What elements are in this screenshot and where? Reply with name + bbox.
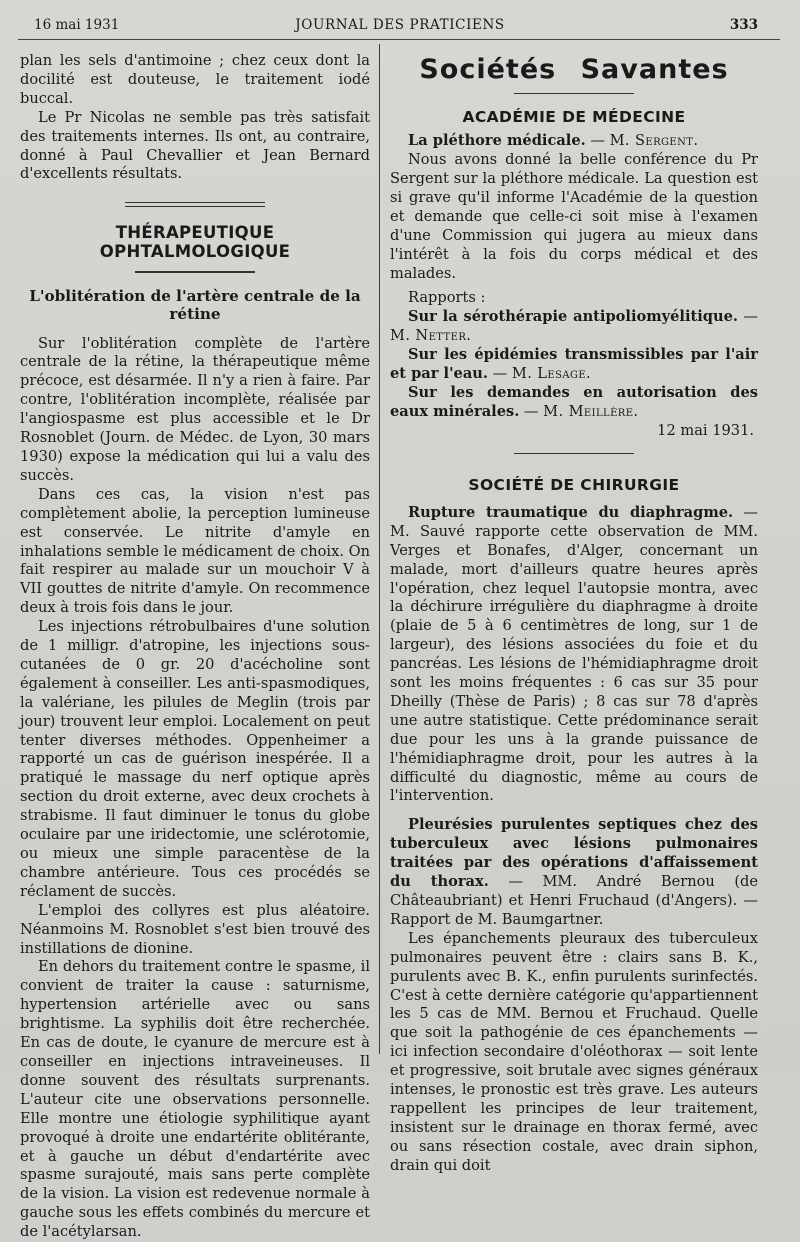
academie-title: ACADÉMIE DE MÉDECINE bbox=[462, 108, 686, 127]
chirurgie-item-2-title: Pleurésies purulentes septiques chez des tuberculeux avec lésions pulmonaires traitées par des opérations d'affaissement du thorax. bbox=[390, 816, 758, 891]
chirurgie-item-2-authors: MM. André Bernou (de Châteaubriant) et Henri Fruchaud (d'Angers). — Rapport de M. Baumgartner. bbox=[390, 873, 758, 928]
academie-date: 12 mai 1931. bbox=[657, 421, 754, 439]
page-header bbox=[0, 17, 800, 39]
chirurgie-item-2: Pleurésies purulentes septiques chez des tuberculeux avec lésions pulmonaires traitées par des opérations d'affaissement du thorax. — MM. André Bernou (de Châteaubriant) et Henri Fruchaud (d'Angers). — Rapport de M. Baumgartner. bbox=[390, 816, 758, 928]
right-column bbox=[390, 52, 758, 1176]
section-separator bbox=[125, 202, 265, 207]
societes-rule bbox=[514, 93, 634, 94]
rapport-2-author: M. Lesage. bbox=[511, 365, 592, 383]
rapport-2: Sur les épidémies transmissibles par l'air et par l'eau. — M. Lesage. bbox=[390, 346, 758, 383]
academie-item-1-author: M. Sergent. bbox=[609, 132, 699, 150]
societes-title: Sociétés Savantes bbox=[419, 54, 729, 85]
chirurgie-item-1: Rupture traumatique du diaphragme. — M. Sauvé rapporte cette observation de MM. Verges et Bonafes, d'Alger, concernant un malade, mort d'ailleurs quatre heures après l'opération, chez lequel l'autopsie montra, avec la déchirure irrégulière du diaphragme à droite (plaie de 5 à 6 centimètres de long, sur 1 de largeur), des lésions associées du foie et du pancréas. Les lésions de l'hémidiaphragme droit sont les moins fréquentes : 6 cas sur 35 pour Dheilly (Thèse de Paris) ; 8 cas sur 78 d'après une autre statistique. Cette prédominance serait due pour les uns à la grande puissance de l'hémidiaphragme droit, pour les autres à la difficulté du diagnostic, même au cours de l'intervention. bbox=[390, 503, 759, 805]
rapport-1: Sur la sérothérapie antipoliomyélitique. — M. Netter. bbox=[390, 308, 758, 345]
academie-item-1-heading: La pléthore médicale. — M. Sergent. bbox=[408, 132, 699, 150]
rapport-1-title: Sur la sérothérapie antipoliomyélitique. bbox=[408, 308, 738, 326]
rapport-3: Sur les demandes en autorisation des eaux minérales. — M. Meillère. bbox=[390, 383, 758, 420]
chirurgie-item-1-text: M. Sauvé rapporte cette observation de MM. Verges et Bonafes, d'Alger, concernant un malade, mort d'ailleurs quatre heures après l'opération, chez lequel l'autopsie montra, avec la déchirure irrégulière du diaphragme à droite (plaie de 5 à 6 centimètres de long, sur 1 de largeur), des lésions associées du foie et du pancréas. Les lésions de l'hémidiaphragme droit sont les moins fréquentes : 6 cas sur 35 pour Dheilly (Thèse de Paris) ; 8 cas sur 78 d'après une autre statistique. Cette prédominance serait due pour les uns à la grande puissance de l'hémidiaphragme droit, pour les autres à la difficulté du diagnostic, même au cours de l'intervention. bbox=[390, 522, 758, 805]
academie-rule bbox=[514, 453, 634, 454]
rapports-label: Rapports : bbox=[408, 289, 486, 307]
left-column bbox=[20, 52, 370, 1242]
article-title: L'oblitération de l'artère centrale de la rétine bbox=[29, 286, 361, 323]
column-divider bbox=[379, 44, 380, 1054]
chirurgie-item-1-title: Rupture traumatique du diaphragme. bbox=[408, 503, 734, 521]
page-number: 333 bbox=[729, 17, 758, 33]
article-paragraph-3: Les injections rétrobulbaires d'une solution de 1 milligr. d'atropine, les injections sous-cutanées de 0 gr. 20 d'acécholine sont également à conseiller. Les anti-spasmodiques, la valériane, les pilules de Meglin (trois par jour) trouvent leur emploi. Localement on peut tenter diverses méthodes. Oppenheimer a rapporté un cas de guérison inespérée. Il a pratiqué le massage du nerf optique après section du droit externe, avec deux crochets à strabisme. Il faut diminuer le tonus du globe oculaire par une iridectomie, une sclérotomie, ou mieux une simple paracentèse de la chambre antérieure. Tous ces procédés se réclament de succès. bbox=[20, 618, 370, 900]
header-rule bbox=[18, 39, 780, 40]
rapport-2-title: Sur les épidémies transmissibles par l'air et par l'eau. bbox=[390, 346, 758, 383]
academie-item-1-text: Nous avons donné la belle conférence du Pr Sergent sur la pléthore médicale. La question est si grave qu'il informe l'Académie de la question et demande que celle-ci soit mise à l'examen d'une Commission qui jugera au mieux dans l'intérêt à la fois du corps médical et des malades. bbox=[390, 151, 758, 282]
article-paragraph-5: En dehors du traitement contre le spasme, il convient de traiter la cause : saturnisme, hypertension artérielle avec ou sans brightisme. La syphilis doit être recherchée. En cas de doute, le cyanure de mercure est à conseiller en injections intraveineuses. Il donne souvent des résultats surprenants. L'auteur cite une observations personnelle. Elle montre une étiologie syphilitique ayant provoqué à droite une endartérite oblitérante, et à gauche un début d'endartérite avec spasme surajouté, mais sans perte complète de la vision. La vision est redevenue normale à gauche sous les effets combinés du mercure et de l'acétylarsan. bbox=[20, 958, 370, 1241]
article-paragraph-2: Dans ces cas, la vision n'est pas complètement abolie, la perception lumineuse est conservée. Le nitrite d'amyle en inhalations semble le médicament de choix. On fait respirer au malade sur un mouchoir V à VII gouttes de nitrite d'amyle. On recommence deux à trois fois dans le jour. bbox=[20, 485, 370, 617]
academie-item-1-title: La pléthore médicale. bbox=[408, 132, 586, 150]
section-title: THÉRAPEUTIQUE OPHTALMOLOGIQUE bbox=[99, 223, 291, 262]
intro-paragraph-2: Le Pr Nicolas ne semble pas très satisfait des traitements internes. Ils ont, au contraire, donné à Paul Chevallier et Jean Bernard d'excellents résultats. bbox=[20, 108, 370, 183]
intro-paragraph-1: plan les sels d'antimoine ; chez ceux dont la docilité est douteuse, le traitement iodé buccal. bbox=[20, 52, 370, 107]
chirurgie-title: SOCIÉTÉ DE CHIRURGIE bbox=[468, 475, 680, 494]
article-paragraph-4: L'emploi des collyres est plus aléatoire. Néanmoins M. Rosnoblet s'est bien trouvé des instillations de dionine. bbox=[20, 901, 370, 957]
header-date: 16 mai 1931 bbox=[34, 17, 120, 33]
section-title-rule bbox=[135, 271, 255, 272]
rapport-3-title: Sur les demandes en autorisation des eaux minérales. bbox=[390, 383, 758, 420]
article-paragraph-1: Sur l'oblitération complète de l'artère centrale de la rétine, la thérapeutique même précoce, est désarmée. Il n'y a rien à faire. Par contre, l'oblitération incomplète, réalisée par l'angiospasme est plus accessible et le Dr Rosnoblet (Journ. de Médec. de Lyon, 30 mars 1930) expose la médication qui lui a valu des succès. bbox=[20, 334, 370, 484]
rapport-3-author: M. Meillère. bbox=[543, 402, 639, 420]
rapport-1-author: M. Netter. bbox=[390, 327, 472, 345]
chirurgie-item-2-text: Les épanchements pleuraux des tuberculeux pulmonaires peuvent être : clairs sans B. K., purulents avec B. K., enfin purulents surinfectés. C'est à cette dernière catégorie qu'appartiennent les 5 cas de MM. Bernou et Fruchaud. Quelle que soit la pathogénie de ces épanchements — ici infection secondaire d'oléothorax — soit lente et progressive, soit brutale avec signes généraux intenses, le pronostic est très grave. Les auteurs rappellent les principes de leur traitement, insistent sur le drainage en thorax fermé, avec ou sans résection costale, avec drain siphon, drain qui doit bbox=[390, 929, 758, 1174]
journal-name: JOURNAL DES PRATICIENS bbox=[295, 17, 505, 33]
